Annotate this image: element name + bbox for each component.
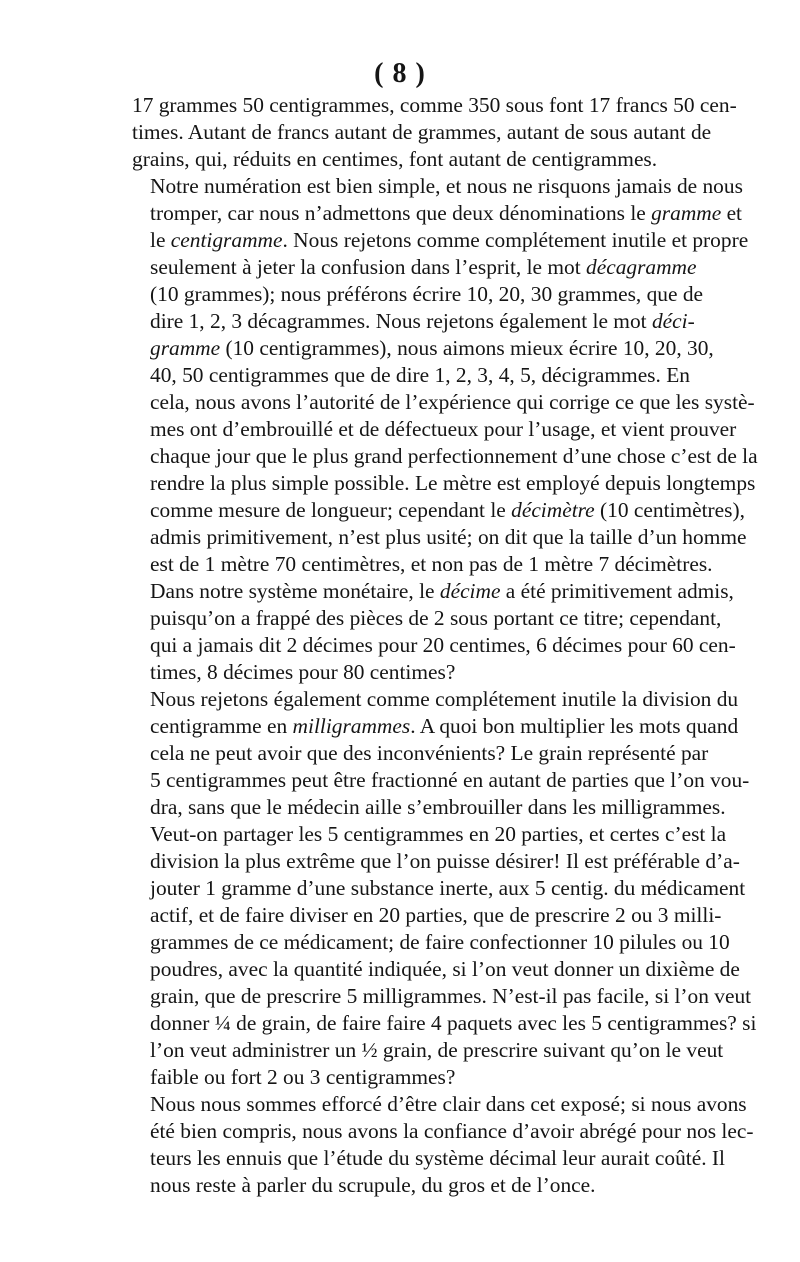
text-line: Nous rejetons également comme complétement inutile la division du [150, 687, 739, 711]
body-text [132, 92, 758, 1199]
text-line: tromper, car nous n’admettons que deux dénominations le gramme et [150, 201, 743, 225]
text-line: times. Autant de francs autant de grammes, autant de sous autant de [132, 120, 712, 144]
text-line: 5 centigrammes peut être fractionné en autant de parties que l’on vou- [150, 768, 750, 792]
text-line: cela ne peut avoir que des inconvénients? Le grain représenté par [150, 741, 709, 765]
text-line: Nous nous sommes efforcé d’être clair dans cet exposé; si nous avons [150, 1092, 747, 1116]
text-line: l’on veut administrer un ½ grain, de prescrire suivant qu’on le veut [150, 1038, 724, 1062]
text-line: jouter 1 gramme d’une substance inerte, aux 5 centig. du médicament [150, 876, 746, 900]
text-line: grain, que de prescrire 5 milligrammes. N’est-il pas facile, si l’on veut [150, 984, 752, 1008]
text-line: grammes de ce médicament; de faire confectionner 10 pilules ou 10 [150, 930, 730, 954]
text-line: le centigramme. Nous rejetons comme complétement inutile et propre [150, 228, 749, 252]
text-line: qui a jamais dit 2 décimes pour 20 centimes, 6 décimes pour 60 cen- [150, 633, 736, 657]
text-line: dra, sans que le médecin aille s’embrouiller dans les milligrammes. [150, 795, 726, 819]
text-line: teurs les ennuis que l’étude du système décimal leur aurait coûté. Il [150, 1146, 725, 1170]
text-line: 17 grammes 50 centigrammes, comme 350 sous font 17 francs 50 cen- [132, 93, 737, 117]
text-line: mes ont d’embrouillé et de défectueux pour l’usage, et vient prouver [150, 417, 737, 441]
text-line: puisqu’on a frappé des pièces de 2 sous portant ce titre; cependant, [150, 606, 722, 630]
page-number: ( 8 ) [374, 58, 426, 89]
paragraph [132, 686, 757, 1091]
text-line: rendre la plus simple possible. Le mètre est employé depuis longtemps [150, 471, 756, 495]
text-line: donner ¼ de grain, de faire faire 4 paquets avec les 5 centigrammes? si [150, 1011, 757, 1035]
text-line: été bien compris, nous avons la confiance d’avoir abrégé pour nos lec- [150, 1119, 754, 1143]
text-line: nous reste à parler du scrupule, du gros et de l’once. [150, 1173, 596, 1197]
text-line: poudres, avec la quantité indiquée, si l’on veut donner un dixième de [150, 957, 740, 981]
text-line: Dans notre système monétaire, le décime a été primitivement admis, [150, 579, 734, 603]
paragraph [132, 1091, 754, 1199]
text-line: est de 1 mètre 70 centimètres, et non pas de 1 mètre 7 décimètres. [150, 552, 713, 576]
text-line: gramme (10 centigrammes), nous aimons mieux écrire 10, 20, 30, [150, 336, 714, 360]
text-line: centigramme en milligrammes. A quoi bon multiplier les mots quand [150, 714, 739, 738]
text-line: admis primitivement, n’est plus usité; on dit que la taille d’un homme [150, 525, 747, 549]
text-line: comme mesure de longueur; cependant le décimètre (10 centimètres), [150, 498, 745, 522]
text-line: cela, nous avons l’autorité de l’expérience qui corrige ce que les systè- [150, 390, 755, 414]
text-line: division la plus extrême que l’on puisse désirer! Il est préférable d’a- [150, 849, 740, 873]
text-line: faible ou fort 2 ou 3 centigrammes? [150, 1065, 456, 1089]
text-line: chaque jour que le plus grand perfectionnement d’une chose c’est de la [150, 444, 758, 468]
text-line: Notre numération est bien simple, et nous ne risquons jamais de nous [150, 174, 743, 198]
text-line: (10 grammes); nous préférons écrire 10, 20, 30 grammes, que de [150, 282, 704, 306]
text-line: actif, et de faire diviser en 20 parties, que de prescrire 2 ou 3 milli- [150, 903, 722, 927]
text-line: dire 1, 2, 3 décagrammes. Nous rejetons également le mot déci- [150, 309, 695, 333]
text-line: 40, 50 centigrammes que de dire 1, 2, 3, 4, 5, décigrammes. En [150, 363, 690, 387]
paragraph [132, 173, 758, 686]
paragraph [132, 92, 737, 173]
text-line: seulement à jeter la confusion dans l’esprit, le mot décagramme [150, 255, 697, 279]
text-line: Veut-on partager les 5 centigrammes en 20 parties, et certes c’est la [150, 822, 727, 846]
text-line: times, 8 décimes pour 80 centimes? [150, 660, 456, 684]
text-line: grains, qui, réduits en centimes, font autant de centigrammes. [132, 147, 658, 171]
